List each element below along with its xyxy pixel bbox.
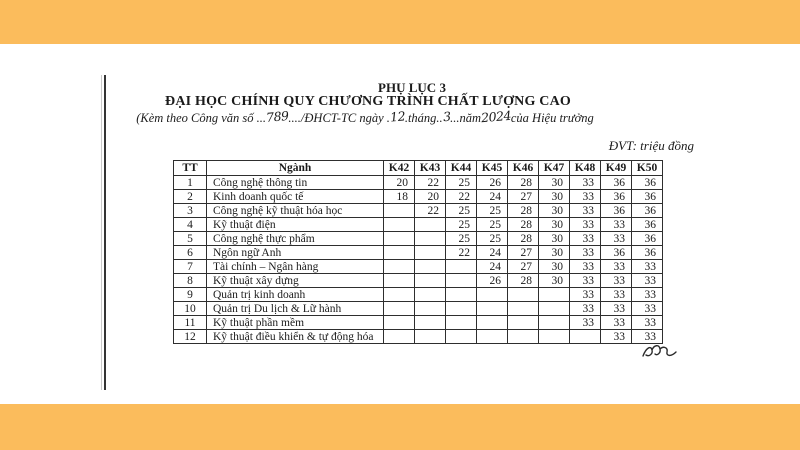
fee-value-cell: 18 [384, 190, 415, 204]
fee-value-cell: 33 [632, 302, 663, 316]
table-row [174, 246, 663, 260]
fee-value-cell: 26 [477, 176, 508, 190]
row-number-cell: 6 [174, 246, 207, 260]
fee-value-cell [384, 330, 415, 344]
fee-value-cell: 22 [446, 246, 477, 260]
fee-value-cell: 25 [477, 204, 508, 218]
fee-value-cell [384, 302, 415, 316]
major-name-cell: Kỹ thuật phần mềm [207, 316, 384, 330]
fee-value-cell [446, 274, 477, 288]
fee-value-cell [477, 330, 508, 344]
fee-value-cell [415, 316, 446, 330]
fee-value-cell [508, 330, 539, 344]
fee-value-cell [570, 330, 601, 344]
header-cell: TT [174, 161, 207, 176]
fee-value-cell: 33 [601, 232, 632, 246]
fee-value-cell: 36 [601, 176, 632, 190]
fee-value-cell [384, 232, 415, 246]
major-name-cell: Ngôn ngữ Anh [207, 246, 384, 260]
fee-value-cell: 36 [601, 246, 632, 260]
major-name-cell: Kinh doanh quốc tế [207, 190, 384, 204]
header-cell: K49 [601, 161, 632, 176]
fee-value-cell: 36 [632, 176, 663, 190]
row-number-cell: 3 [174, 204, 207, 218]
fee-value-cell [508, 302, 539, 316]
fee-value-cell: 25 [477, 232, 508, 246]
tuition-fee-table [173, 160, 663, 344]
fee-value-cell: 28 [508, 232, 539, 246]
program-title: ĐẠI HỌC CHÍNH QUY CHƯƠNG TRÌNH CHẤT LƯỢNG CAO [165, 94, 571, 109]
fee-value-cell: 30 [539, 274, 570, 288]
fee-value-cell: 33 [570, 232, 601, 246]
fee-value-cell: 36 [601, 204, 632, 218]
row-number-cell: 2 [174, 190, 207, 204]
reference-line [136, 107, 594, 126]
header-cell: K42 [384, 161, 415, 176]
major-name-cell: Công nghệ kỹ thuật hóa học [207, 204, 384, 218]
fee-value-cell: 33 [601, 288, 632, 302]
fee-value-cell: 28 [508, 218, 539, 232]
fee-value-cell [508, 316, 539, 330]
fee-value-cell [415, 274, 446, 288]
reference-text: ..../ĐHCT-TC ngày . [288, 111, 390, 125]
fee-value-cell: 27 [508, 190, 539, 204]
fee-value-cell: 33 [570, 246, 601, 260]
fee-value-cell [508, 288, 539, 302]
fee-value-cell: 30 [539, 260, 570, 274]
fee-value-cell: 33 [601, 218, 632, 232]
fee-value-cell [384, 260, 415, 274]
major-name-cell: Kỹ thuật điện [207, 218, 384, 232]
fee-value-cell: 30 [539, 190, 570, 204]
reference-text: ...năm [450, 111, 482, 125]
fee-value-cell: 25 [446, 204, 477, 218]
table-row [174, 260, 663, 274]
fee-value-cell: 36 [632, 190, 663, 204]
fee-value-cell [415, 246, 446, 260]
major-name-cell: Tài chính – Ngân hàng [207, 260, 384, 274]
fee-value-cell: 25 [446, 218, 477, 232]
fee-value-cell: 28 [508, 204, 539, 218]
major-name-cell: Công nghệ thực phẩm [207, 232, 384, 246]
fee-value-cell: 33 [570, 204, 601, 218]
header-cell: K44 [446, 161, 477, 176]
fee-value-cell: 27 [508, 260, 539, 274]
fee-value-cell [539, 288, 570, 302]
row-number-cell: 12 [174, 330, 207, 344]
fee-value-cell [446, 288, 477, 302]
fee-value-cell [539, 302, 570, 316]
row-number-cell: 10 [174, 302, 207, 316]
header-cell: K46 [508, 161, 539, 176]
top-banner-bar [0, 0, 800, 44]
table-body [174, 176, 663, 344]
reference-text: của Hiệu trưởng [510, 111, 594, 125]
header-cell: K48 [570, 161, 601, 176]
row-number-cell: 9 [174, 288, 207, 302]
table-row [174, 204, 663, 218]
major-name-cell: Kỹ thuật xây dựng [207, 274, 384, 288]
fee-value-cell: 33 [632, 274, 663, 288]
fee-value-cell: 22 [415, 204, 446, 218]
fee-value-cell: 33 [601, 274, 632, 288]
fee-value-cell [384, 316, 415, 330]
row-number-cell: 11 [174, 316, 207, 330]
handwritten-year: 2024 [480, 107, 512, 126]
table-row [174, 302, 663, 316]
fee-value-cell [384, 274, 415, 288]
table-row [174, 232, 663, 246]
fee-value-cell [384, 246, 415, 260]
major-name-cell: Kỹ thuật điều khiển & tự động hóa [207, 330, 384, 344]
reference-text: .tháng.. [404, 111, 443, 125]
handwritten-document-number: 789 [265, 108, 289, 125]
fee-value-cell [415, 260, 446, 274]
fee-value-cell [384, 204, 415, 218]
fee-value-cell: 33 [601, 302, 632, 316]
header-cell: K47 [539, 161, 570, 176]
fee-value-cell [415, 330, 446, 344]
fee-value-cell: 33 [570, 316, 601, 330]
scan-edge-line-light [101, 75, 102, 390]
table-row [174, 161, 663, 176]
fee-value-cell: 33 [570, 190, 601, 204]
row-number-cell: 5 [174, 232, 207, 246]
handwritten-month: 3 [441, 108, 451, 125]
fee-value-cell: 33 [632, 260, 663, 274]
fee-value-cell [415, 302, 446, 316]
fee-value-cell: 36 [632, 232, 663, 246]
table-row [174, 288, 663, 302]
fee-value-cell: 27 [508, 246, 539, 260]
major-name-cell: Quản trị Du lịch & Lữ hành [207, 302, 384, 316]
appendix-title: PHỤ LỤC 3 [378, 80, 446, 95]
fee-value-cell: 22 [446, 190, 477, 204]
fee-value-cell: 33 [632, 316, 663, 330]
table-row [174, 218, 663, 232]
fee-value-cell: 33 [601, 260, 632, 274]
fee-value-cell [415, 232, 446, 246]
fee-value-cell: 33 [632, 288, 663, 302]
row-number-cell: 4 [174, 218, 207, 232]
fee-value-cell: 30 [539, 218, 570, 232]
table-row [174, 330, 663, 344]
major-name-cell: Quản trị kinh doanh [207, 288, 384, 302]
fee-value-cell: 22 [415, 176, 446, 190]
fee-value-cell: 33 [601, 316, 632, 330]
fee-value-cell: 36 [601, 190, 632, 204]
signature-scribble-icon [640, 342, 680, 362]
fee-value-cell: 36 [632, 246, 663, 260]
fee-value-cell [446, 260, 477, 274]
fee-value-cell: 25 [446, 232, 477, 246]
fee-value-cell [477, 316, 508, 330]
fee-value-cell [477, 288, 508, 302]
fee-value-cell: 25 [477, 218, 508, 232]
fee-value-cell: 24 [477, 260, 508, 274]
unit-of-measure-label: ĐVT: triệu đồng [608, 138, 694, 153]
fee-value-cell: 30 [539, 246, 570, 260]
fee-value-cell: 30 [539, 232, 570, 246]
fee-value-cell [384, 218, 415, 232]
scan-edge-line-dark [104, 75, 106, 390]
fee-value-cell: 36 [632, 218, 663, 232]
fee-value-cell: 25 [446, 176, 477, 190]
major-name-cell: Công nghệ thông tin [207, 176, 384, 190]
table-row [174, 176, 663, 190]
fee-value-cell: 30 [539, 176, 570, 190]
fee-value-cell: 33 [570, 274, 601, 288]
reference-text: (Kèm theo Công văn số ... [136, 111, 267, 125]
fee-value-cell [539, 316, 570, 330]
header-cell: K50 [632, 161, 663, 176]
fee-value-cell [446, 330, 477, 344]
fee-value-cell [415, 218, 446, 232]
fee-value-cell: 33 [601, 330, 632, 344]
bottom-banner-bar [0, 404, 800, 450]
fee-value-cell: 26 [477, 274, 508, 288]
fee-value-cell: 28 [508, 274, 539, 288]
fee-value-cell: 20 [415, 190, 446, 204]
header-cell: Ngành [207, 161, 384, 176]
fee-value-cell [415, 288, 446, 302]
fee-value-cell: 24 [477, 246, 508, 260]
fee-value-cell [477, 302, 508, 316]
table-row [174, 190, 663, 204]
fee-value-cell [446, 316, 477, 330]
handwritten-day: 12 [389, 108, 406, 125]
table-row [174, 316, 663, 330]
fee-value-cell: 33 [570, 176, 601, 190]
fee-value-cell: 33 [570, 288, 601, 302]
fee-value-cell: 33 [570, 260, 601, 274]
fee-value-cell: 33 [570, 302, 601, 316]
fee-value-cell: 33 [632, 330, 663, 344]
fee-value-cell: 36 [632, 204, 663, 218]
fee-value-cell [446, 302, 477, 316]
table-header-row [174, 161, 663, 176]
header-cell: K45 [477, 161, 508, 176]
fee-value-cell [539, 330, 570, 344]
row-number-cell: 7 [174, 260, 207, 274]
fee-value-cell: 24 [477, 190, 508, 204]
fee-value-cell: 28 [508, 176, 539, 190]
header-cell: K43 [415, 161, 446, 176]
table-row [174, 274, 663, 288]
fee-value-cell [384, 288, 415, 302]
fee-value-cell: 33 [570, 218, 601, 232]
row-number-cell: 1 [174, 176, 207, 190]
fee-value-cell: 30 [539, 204, 570, 218]
row-number-cell: 8 [174, 274, 207, 288]
fee-value-cell: 20 [384, 176, 415, 190]
